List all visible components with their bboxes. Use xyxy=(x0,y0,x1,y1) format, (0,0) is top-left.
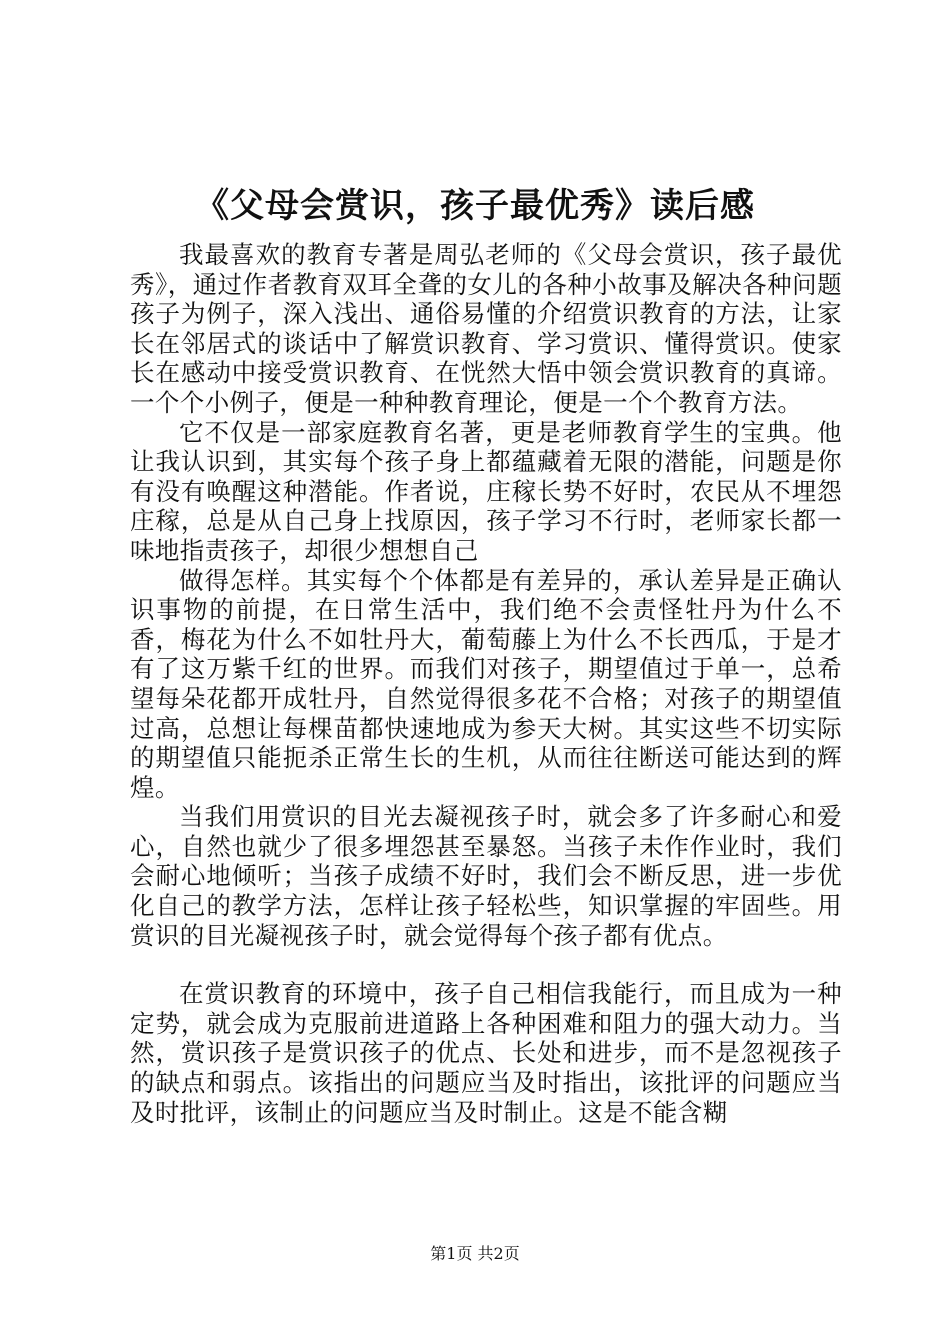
paragraph-4: 当我们用赏识的目光去凝视孩子时，就会多了许多耐心和爱心，自然也就少了很多埋怨甚至暴怒。当孩子未作作业时，我们会耐心地倾听；当孩子成绩不好时，我们会不断反思，进一步优化自己的教学方法，怎样让孩子轻松些，知识掌握的牢固些。用赏识的目光凝视孩子时，就会觉得每个孩子都有优点。 xyxy=(130,802,842,950)
document-body xyxy=(130,240,842,1127)
paragraph-3: 做得怎样。其实每个个体都是有差异的，承认差异是正确认识事物的前提，在日常生活中，我们绝不会责怪牡丹为什么不香，梅花为什么不如牡丹大，葡萄藤上为什么不长西瓜，于是才有了这万紫千红的世界。而我们对孩子，期望值过于单一，总希望每朵花都开成牡丹，自然觉得很多花不合格；对孩子的期望值过高，总想让每棵苗都快速地成为参天大树。其实这些不切实际的期望值只能扼杀正常生长的生机，从而往往断送可能达到的辉煌。 xyxy=(130,565,842,802)
page-number-footer: 第1页 共2页 xyxy=(430,1244,520,1263)
paragraph-5: 在赏识教育的环境中，孩子自己相信我能行，而且成为一种定势，就会成为克服前进道路上各种困难和阻力的强大动力。当然，赏识孩子是赏识孩子的优点、长处和进步，而不是忽视孩子的缺点和弱点。该指出的问题应当及时指出，该批评的问题应当及时批评，该制止的问题应当及时制止。这是不能含糊 xyxy=(130,979,842,1127)
paragraph-1: 我最喜欢的教育专著是周弘老师的《父母会赏识，孩子最优秀》，通过作者教育双耳全聋的女儿的各种小故事及解决各种问题孩子为例子，深入浅出、通俗易懂的介绍赏识教育的方法，让家长在邻居式的谈话中了解赏识教育、学习赏识、懂得赏识。使家长在感动中接受赏识教育、在恍然大悟中领会赏识教育的真谛。一个个小例子，便是一种种教育理论，便是一个个教育方法。 xyxy=(130,240,842,417)
document-title: 《父母会赏识，孩子最优秀》读后感 xyxy=(195,186,755,226)
paragraph-2: 它不仅是一部家庭教育名著，更是老师教育学生的宝典。他让我认识到，其实每个孩子身上都蕴藏着无限的潜能，问题是你有没有唤醒这种潜能。作者说，庄稼长势不好时，农民从不埋怨庄稼，总是从自己身上找原因，孩子学习不行时，老师家长都一味地指责孩子，却很少想想自己 xyxy=(130,417,842,565)
